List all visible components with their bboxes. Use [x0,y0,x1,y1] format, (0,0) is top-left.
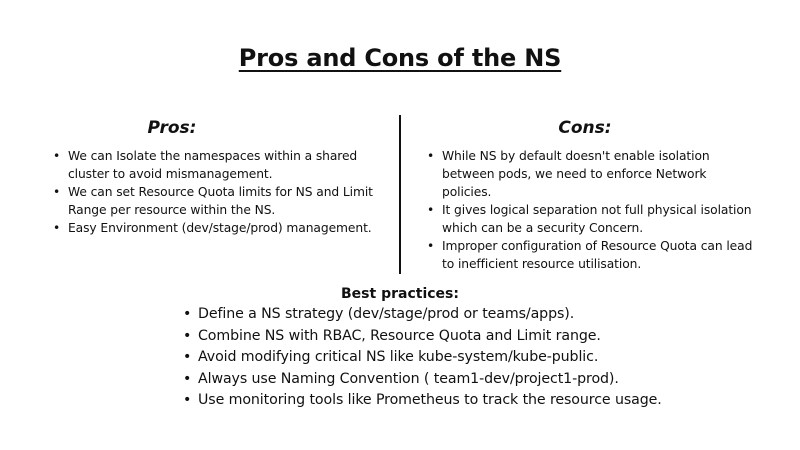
cons-item-text: Improper configuration of Resource Quota can lead to inefficient resource utilisation. [442,239,753,271]
pros-item [53,219,388,237]
cons-item-text: While NS by default doesn't enable isolation between pods, we need to enforce Network policies. [442,149,710,199]
pros-heading: Pros: [147,118,197,138]
cons-heading: Cons: [558,118,612,138]
bullet-icon: • [53,221,61,235]
best-practices-heading: Best practices: [341,286,459,302]
best-practice-text: Avoid modifying critical NS like kube-system/kube-public. [198,349,599,365]
pros-item-text: Easy Environment (dev/stage/prod) management. [68,221,372,235]
bullet-icon: • [183,327,192,344]
cons-item [427,147,757,201]
cons-item [427,237,757,273]
best-practice-item [183,347,783,369]
bullet-icon: • [427,239,435,253]
best-practices-list [183,304,783,412]
best-practice-text: Combine NS with RBAC, Resource Quota and Limit range. [198,327,601,344]
best-practice-item [183,369,783,391]
column-divider [399,115,401,274]
cons-list [427,147,757,273]
bullet-icon: • [183,306,192,322]
bullet-icon: • [427,149,435,163]
best-practice-item [183,326,783,348]
pros-item-text: We can set Resource Quota limits for NS and Limit Range per resource within the NS. [68,185,373,217]
bullet-icon: • [183,392,192,408]
pros-list [53,147,388,237]
page-title: Pros and Cons of the NS [238,44,562,72]
bullet-icon: • [183,370,192,387]
bullet-icon: • [53,185,61,199]
best-practice-text: Use monitoring tools like Prometheus to track the resource usage. [198,392,662,408]
pros-item [53,147,388,183]
cons-item [427,201,757,237]
best-practice-item [183,390,783,412]
best-practice-text: Always use Naming Convention ( team1-dev/project1-prod). [198,370,619,387]
bullet-icon: • [183,349,192,365]
cons-item-text: It gives logical separation not full physical isolation which can be a security Concern. [442,203,752,235]
pros-item-text: We can Isolate the namespaces within a shared cluster to avoid mismanagement. [68,149,358,181]
best-practice-text: Define a NS strategy (dev/stage/prod or teams/apps). [198,306,575,322]
bullet-icon: • [427,203,435,217]
pros-item [53,183,388,219]
best-practice-item [183,304,783,326]
bullet-icon: • [53,149,61,163]
